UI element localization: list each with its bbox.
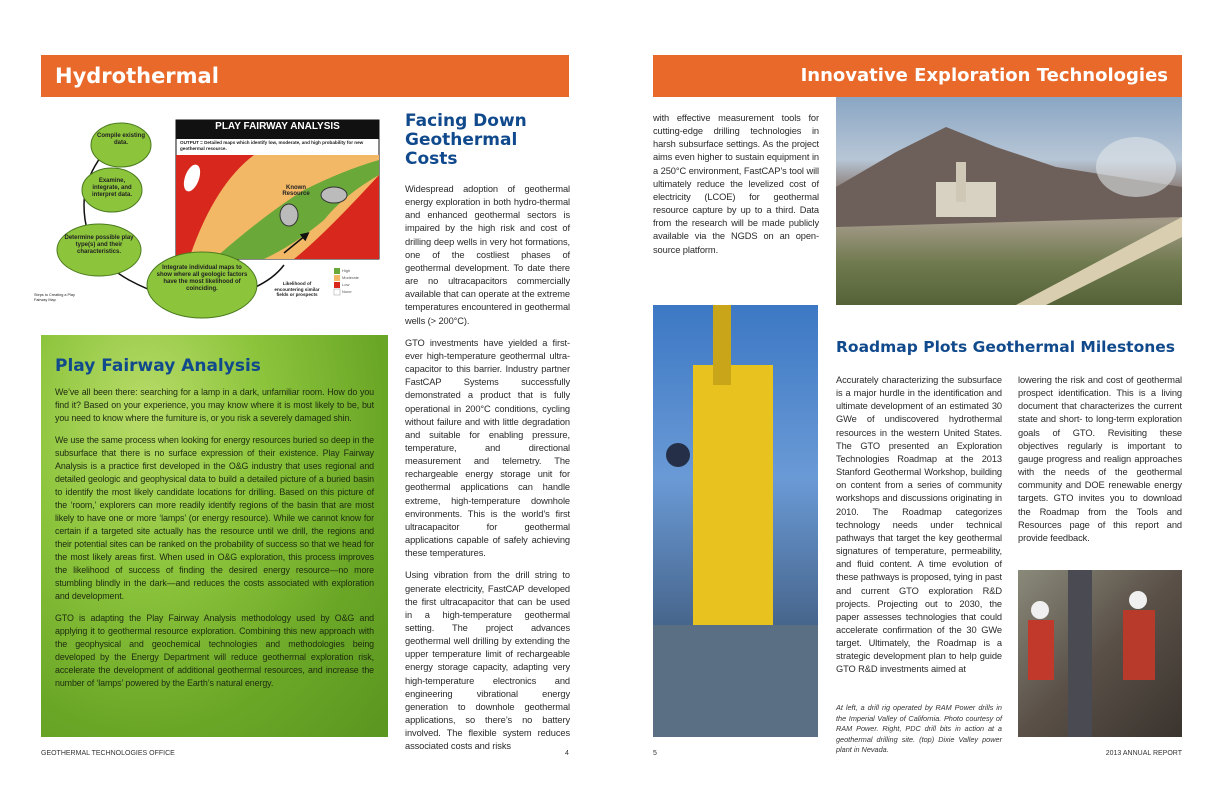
step-4: Integrate individual maps to show where all geologic factors have the most likelihood of coinciding. [156, 265, 248, 292]
diagram-output: OUTPUT = Detailed maps which identify low, moderate, and high probability for new geothermal resource. [180, 140, 364, 151]
article-paragraph: Using vibration from the drill string to generate electricity, FastCAP developed the first ultracapacitor that can be used in a high-temperature geothermal setting. The project advances geothermal well drilling by extending the upper temperature limit of rechargeable energy storage capacity, adapting very high-temperature electronics and engineering vibrational energy generation to downhole geothermal applications, so there’s no battery involved. The flexible system reduces associated costs and risks [405, 570, 570, 752]
banner-title: Hydrothermal [55, 64, 219, 88]
steps-label: Steps to Creating a Play Fairway Map [34, 293, 75, 302]
power-plant-graphic [836, 97, 1182, 305]
article-paragraph: GTO investments have yielded a first-ever high-temperature geothermal ultra-capacitor to this barrier. Industry partner FastCAP Systems successfully demonstrated a product that is fully operational in 200°C conditions, cycling without failure and with little degradation and suitable for enabling pressure, temperature, and directional measurement and telemetry. The rechargeable energy storage unit for geothermal applications can handle extreme, high-temperature downhole environments. This is the world’s first ultracapacitor for geothermal applications capable of safely achieving these temperatures. [405, 337, 570, 559]
sidebar-paragraph: GTO is adapting the Play Fairway Analysis methodology used by O&G and applying it to geothermal resource exploration. Combining this new approach with the geophysical and geochemical technologies and methodologies being developed by the Energy Department will reduce geothermal exploration risk, accelerate the development of additional geothermal resources, and increase the number of ‘lamps’ powered by the Earth’s natural energy. [55, 613, 374, 688]
legend-moderate: Moderate [342, 275, 359, 280]
legend-none: None [342, 289, 352, 294]
article-paragraph: Widespread adoption of geothermal energy exploration in both hydro-thermal and enhanced geothermal sectors is impaired by the high risk and cost of drilling deep wells in very hot formations, one of the costliest phases of geothermal development. To date there are no ultracapacitors commercially available that can operate at the extreme temperatures encountered in geothermal wells (> 200°C). [405, 184, 570, 326]
step-2: Examine, integrate, and interpret data. [91, 178, 132, 198]
sidebar-title: Play Fairway Analysis [55, 356, 261, 376]
article-facing-down-costs [405, 112, 570, 763]
legend-low: Low [342, 282, 350, 287]
sidebar-paragraph: We use the same process when looking for energy resources buried so deep in the subsurface that there is no surface expression of their existence. Play Fairway Analysis is a practice first developed in the O&G industry that uses regional and detailed geologic and geophysical data to build a detailed picture of a buried basin to identify the most likely candidate locations for drilling. Based on this picture of the ‘room,’ explorers can more readily identify regions of the basin that are most likely to have one or more ‘lamps’ (or energy resource). While we cannot know for certain if a targeted site actually has the resource until we drill, the regions and their potential sites can be ranked on the probability of success so that we head for the most likely areas first. When used in O&G exploration, this process improves the likelihood of success of finding the desired energy resource—no more stumbling blindly in the dark—and reduces the costs associated with exploration and development. [55, 435, 374, 601]
drill-rig-photo [653, 305, 818, 737]
step-3: Determine possible play type(s) and their characteristics. [64, 235, 134, 255]
legend-high: High [342, 268, 351, 273]
sidebar-body [55, 386, 374, 690]
page-number-right: 5 [653, 750, 657, 757]
play-fairway-sidebar [41, 335, 388, 737]
article-title: Facing Down Geothermal Costs [405, 111, 527, 169]
section-banner-hydrothermal [41, 55, 569, 97]
banner-title: Innovative Exploration Technologies [800, 65, 1168, 86]
footer-report: 2013 ANNUAL REPORT [1105, 750, 1182, 757]
likelihood-label: Likelihood of encountering similar fields or prospects [274, 281, 320, 297]
diagram-legend [342, 267, 359, 295]
roadmap-column-2: lowering the risk and cost of geothermal prospect identification. This is a living document that characterizes the current state and short- to long-term exploration goals of GTO. Revisiting these objectives regularly is important to gauge progress and realign approaches with the needs of the geothermal community and DOE renewable energy targets. GTO invites you to download the Roadmap from the Tools and Resources page of this report and provide feedback. [1018, 375, 1182, 543]
dixie-valley-power-plant-photo [836, 97, 1182, 305]
drill-rig-graphic [653, 305, 818, 737]
diagram-title: PLAY FAIRWAY ANALYSIS [215, 121, 340, 132]
pdc-drill-bits-photo [1018, 570, 1182, 737]
section-banner-innovative [653, 55, 1182, 97]
continued-text: with effective measurement tools for cutting-edge drilling technologies in harsh subsurface settings. As the project aims even higher to sustain equipment in a 250°C environment, FastCAP’s tool will ultimately reduce the levelized cost of electricity (LCOE) for geothermal resource capture by up to a third. Data from the research will be made publicly available via the NGDS on an open-source platform. [653, 113, 819, 255]
article-roadmap [836, 338, 1182, 375]
roadmap-column-1: Accurately characterizing the subsurface is a major hurdle in the identification and ultimate development of an estimated 30 GWe of undiscovered hydrothermal resources in the western United States. The GTO presented an Exploration Technologies Roadmap at the 2013 Stanford Geothermal Workshop, building on content from a series of community workshops and discussions originating in 2010. The Roadmap categorizes technology needs under technical pathways that target the key geothermal signatures of temperature, permeability, and fluid content. A time evolution of these pathways is proposed, tying in past and current GTO exploration R&D projects. Projecting out to 2030, the paper assesses technologies that could accelerate confirmation of the 30 GWe target. Ultimately, the Roadmap is a strategic development plan to help guide GTO R&D investments aimed at [836, 375, 1002, 675]
step-1: Compile existing data. [96, 133, 145, 146]
workers-graphic [1018, 570, 1182, 737]
photo-caption: At left, a drill rig operated by RAM Power drills in the Imperial Valley of California. Photo courtesy of RAM Power. Right, PDC drill bits in action at a geothermal drilling site. (top) Dixie Valley power plant in Nevada. [836, 703, 1002, 755]
known-resource-label: Known Resource [282, 185, 310, 197]
sidebar-paragraph: We’ve all been there: searching for a lamp in a dark, unfamiliar room. How do you find it? Based on your experience, you may know where it is most likely to be, but you need to know where the furniture is, or you risk a severely damaged shin. [55, 387, 374, 423]
article-title: Roadmap Plots Geothermal Milestones [836, 338, 1176, 356]
footer-office: GEOTHERMAL TECHNOLOGIES OFFICE [41, 750, 175, 757]
play-fairway-diagram [34, 105, 396, 323]
page-number-left: 4 [565, 750, 569, 757]
